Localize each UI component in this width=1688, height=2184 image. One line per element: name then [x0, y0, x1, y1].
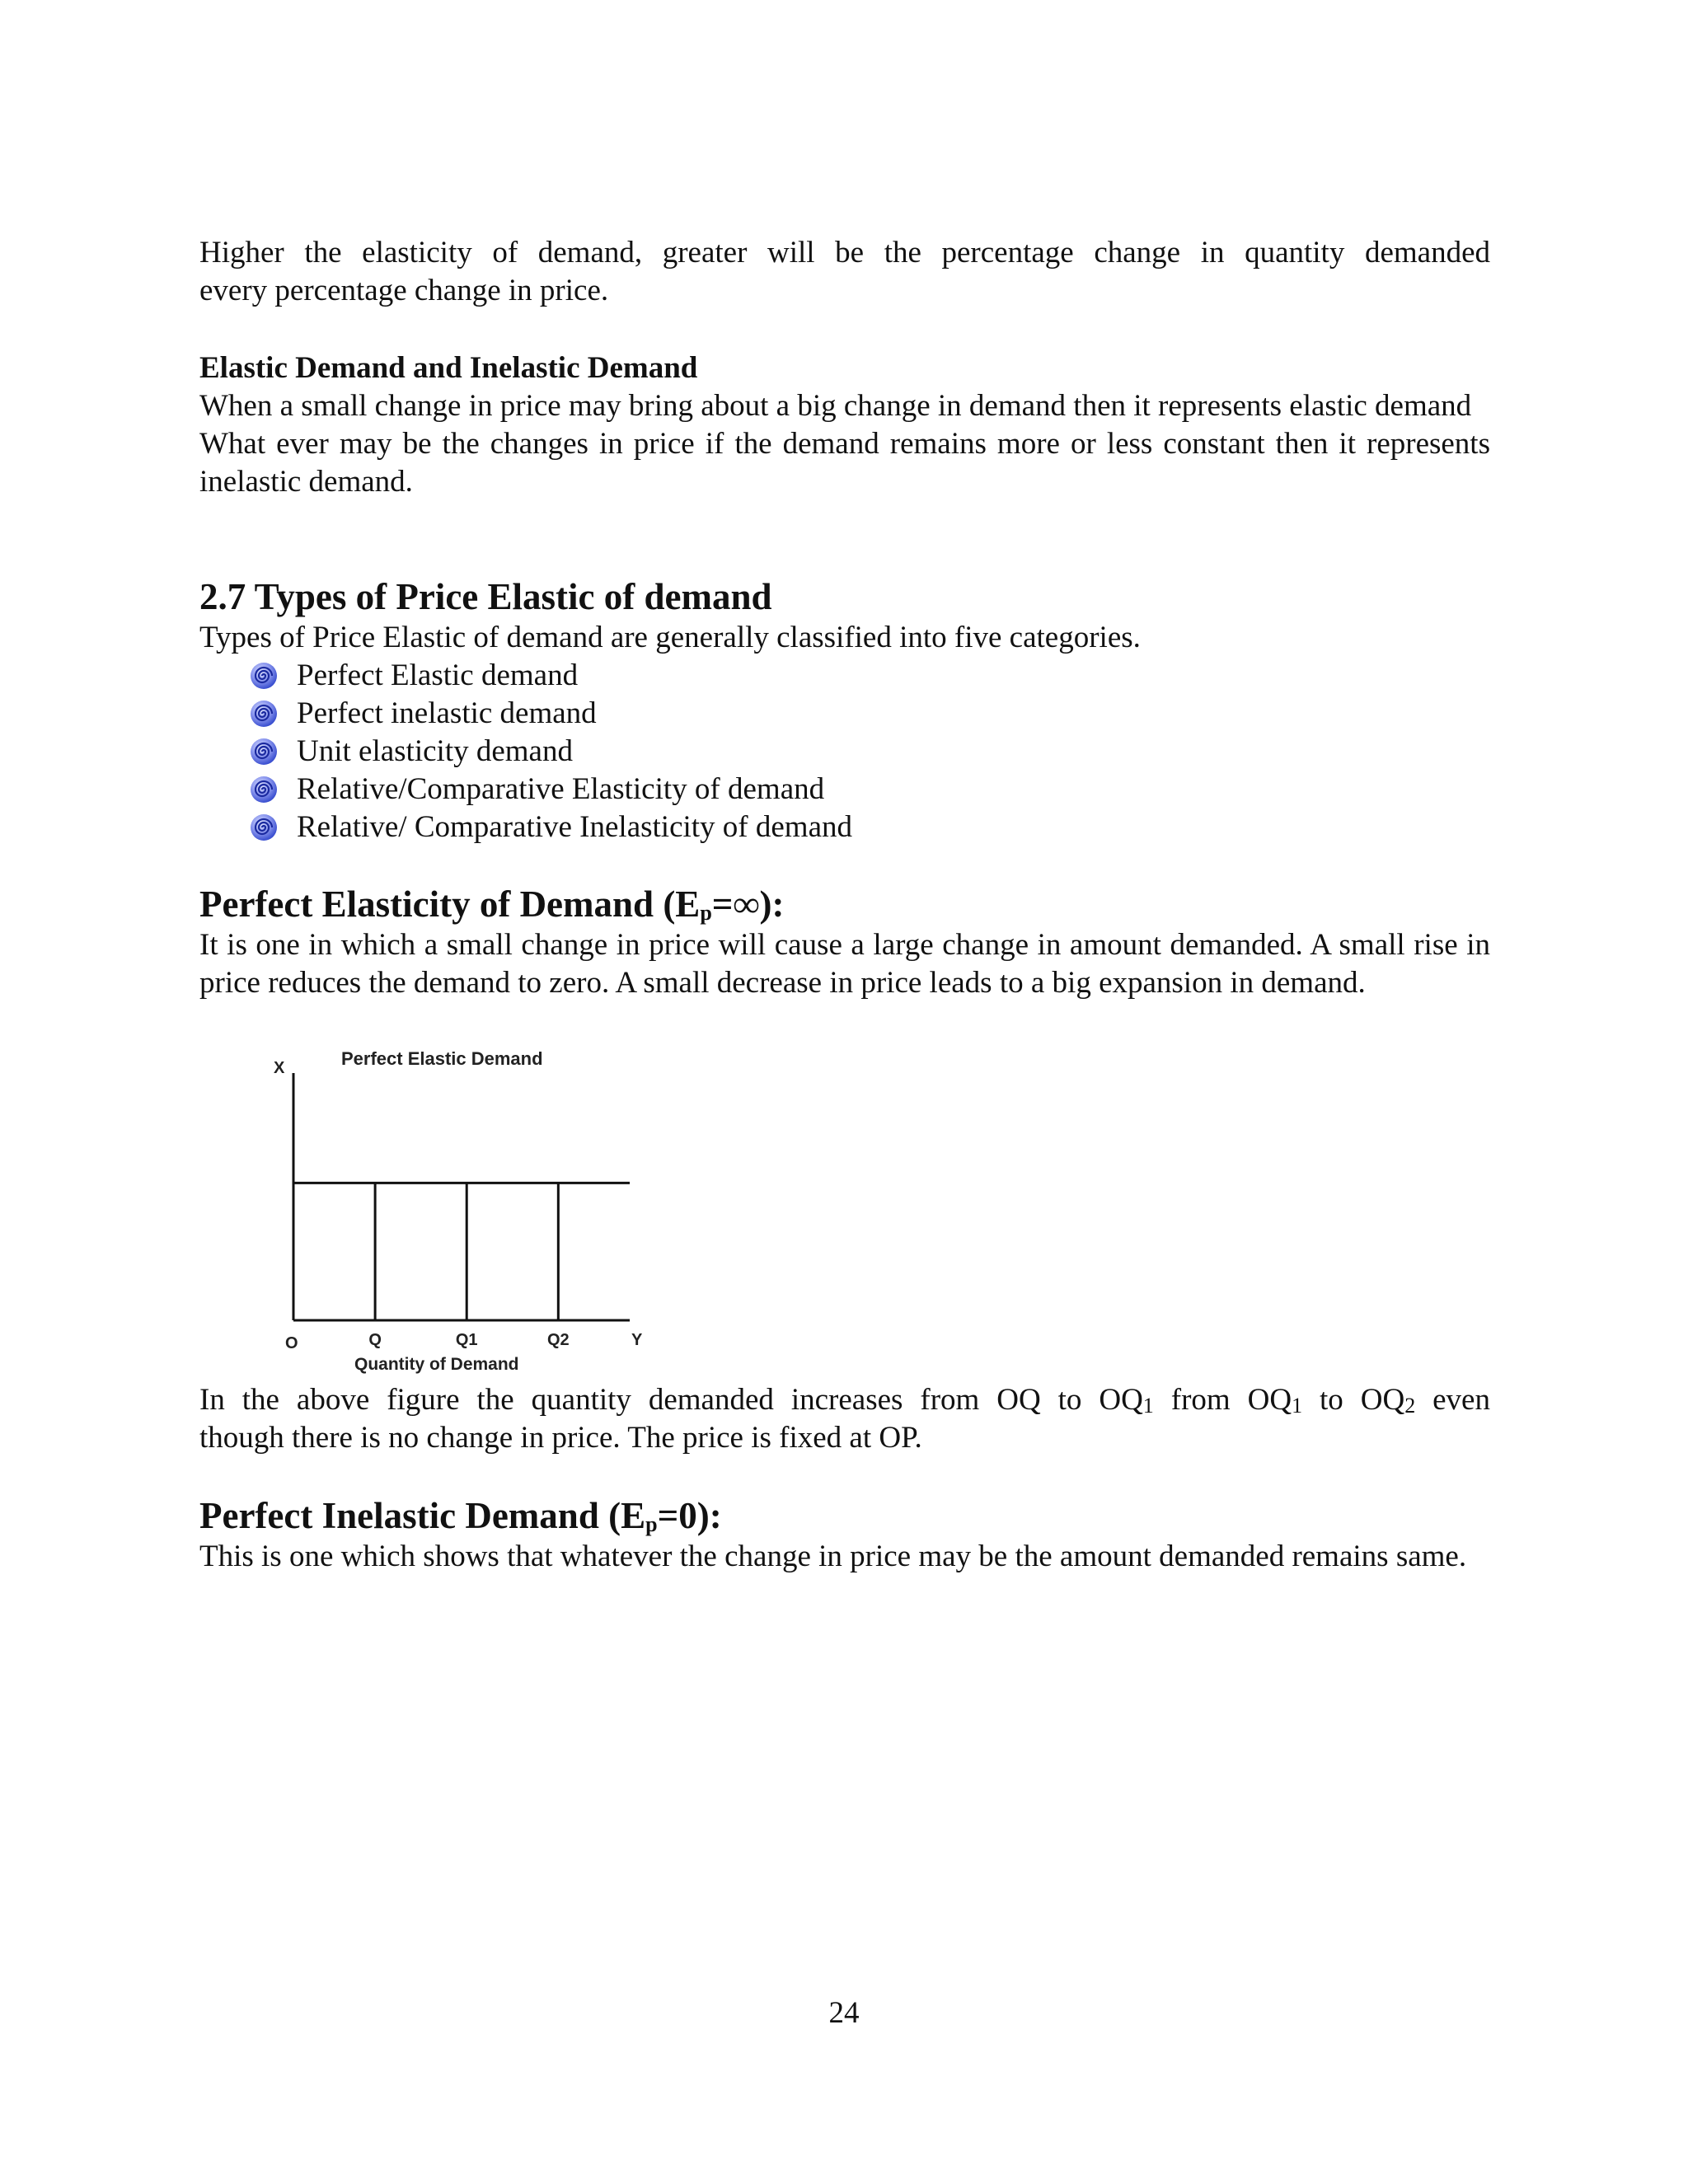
heading-text: Perfect Inelastic Demand (E: [199, 1495, 646, 1536]
list-item-label: Perfect inelastic demand: [297, 696, 597, 730]
spiral-bullet-icon: [249, 699, 279, 729]
list-item-label: Perfect Elastic demand: [297, 658, 579, 692]
perfect-elastic-demand-chart: [269, 1045, 681, 1385]
spiral-bullet-icon: [249, 661, 279, 691]
origin-label: O: [285, 1334, 298, 1352]
explanation-text: even: [1415, 1383, 1490, 1417]
x-tick-label: Q1: [455, 1331, 478, 1349]
list-item-label: Relative/Comparative Elasticity of demand: [297, 772, 825, 806]
types-section-heading: 2.7 Types of Price Elastic of demand: [199, 576, 772, 617]
spiral-bullet-icon: [249, 775, 279, 804]
x-tick-label: Q: [368, 1331, 382, 1349]
explanation-text: from OQ: [1153, 1383, 1292, 1417]
intro-paragraph: [199, 234, 1490, 310]
figure-explanation-line-2: though there is no change in price. The price is fixed at OP.: [199, 1421, 922, 1455]
elastic-inelastic-heading: Elastic Demand and Inelastic Demand: [199, 351, 698, 385]
intro-line-2: every percentage change in price.: [199, 274, 609, 307]
elastic-demand-paragraph: When a small change in price may bring about a big change in demand then it represents elastic demand: [199, 389, 1472, 423]
subscript: 2: [1404, 1394, 1416, 1418]
subscript: 1: [1292, 1394, 1303, 1418]
heading-text: =∞):: [711, 883, 785, 925]
y-axis-letter: X: [274, 1059, 285, 1077]
heading-text: Perfect Elasticity of Demand (E: [199, 883, 701, 925]
list-item: [249, 657, 852, 695]
perfect-elastic-heading: [199, 882, 1490, 926]
heading-subscript: p: [700, 901, 712, 925]
page-number: 24: [828, 1996, 860, 2030]
chart-svg: [269, 1045, 681, 1385]
list-item-label: Unit elasticity demand: [297, 734, 573, 768]
explanation-text: to OQ: [1302, 1383, 1405, 1417]
intro-line-1: Higher the elasticity of demand, greater will be the percentage change in quantity demanded: [199, 236, 1490, 269]
perfect-inelastic-section: [199, 1493, 1490, 1576]
x-axis-label: Quantity of Demand: [354, 1355, 519, 1374]
perfect-elastic-paragraph: It is one in which a small change in price will cause a large change in amount demanded. A small rise in price reduces the demand to zero. A small decrease in price leads to a big expansion in demand.: [199, 928, 1490, 1000]
perfect-inelastic-paragraph: This is one which shows that whatever the change in price may be the amount demanded remains same.: [199, 1540, 1467, 1573]
types-list: [249, 657, 852, 846]
list-item: [249, 771, 852, 808]
elastic-inelastic-section: [199, 349, 1490, 501]
subscript: 1: [1142, 1394, 1154, 1418]
spiral-bullet-icon: [249, 813, 279, 842]
list-item: [249, 733, 852, 771]
types-section-intro: Types of Price Elastic of demand are generally classified into five categories.: [199, 621, 1141, 654]
figure-explanation-line-1: [199, 1381, 1490, 1419]
perfect-inelastic-heading: [199, 1493, 1490, 1538]
types-section: [199, 574, 1490, 657]
x-tick-label: Q2: [546, 1331, 570, 1349]
heading-subscript: p: [645, 1512, 658, 1536]
x-axis-letter: Y: [631, 1331, 643, 1349]
heading-text: =0):: [657, 1495, 722, 1536]
chart-title: Perfect Elastic Demand: [341, 1048, 543, 1069]
spiral-bullet-icon: [249, 737, 279, 766]
figure-explanation: [199, 1381, 1490, 1457]
perfect-elastic-section: [199, 882, 1490, 1002]
inelastic-demand-paragraph: What ever may be the changes in price if the demand remains more or less constant then it represents inelastic demand.: [199, 427, 1490, 499]
explanation-text: In the above figure the quantity demanded increases from OQ to OQ: [199, 1383, 1143, 1417]
list-item: [249, 695, 852, 733]
list-item-label: Relative/ Comparative Inelasticity of demand: [297, 810, 853, 844]
list-item: [249, 808, 852, 846]
